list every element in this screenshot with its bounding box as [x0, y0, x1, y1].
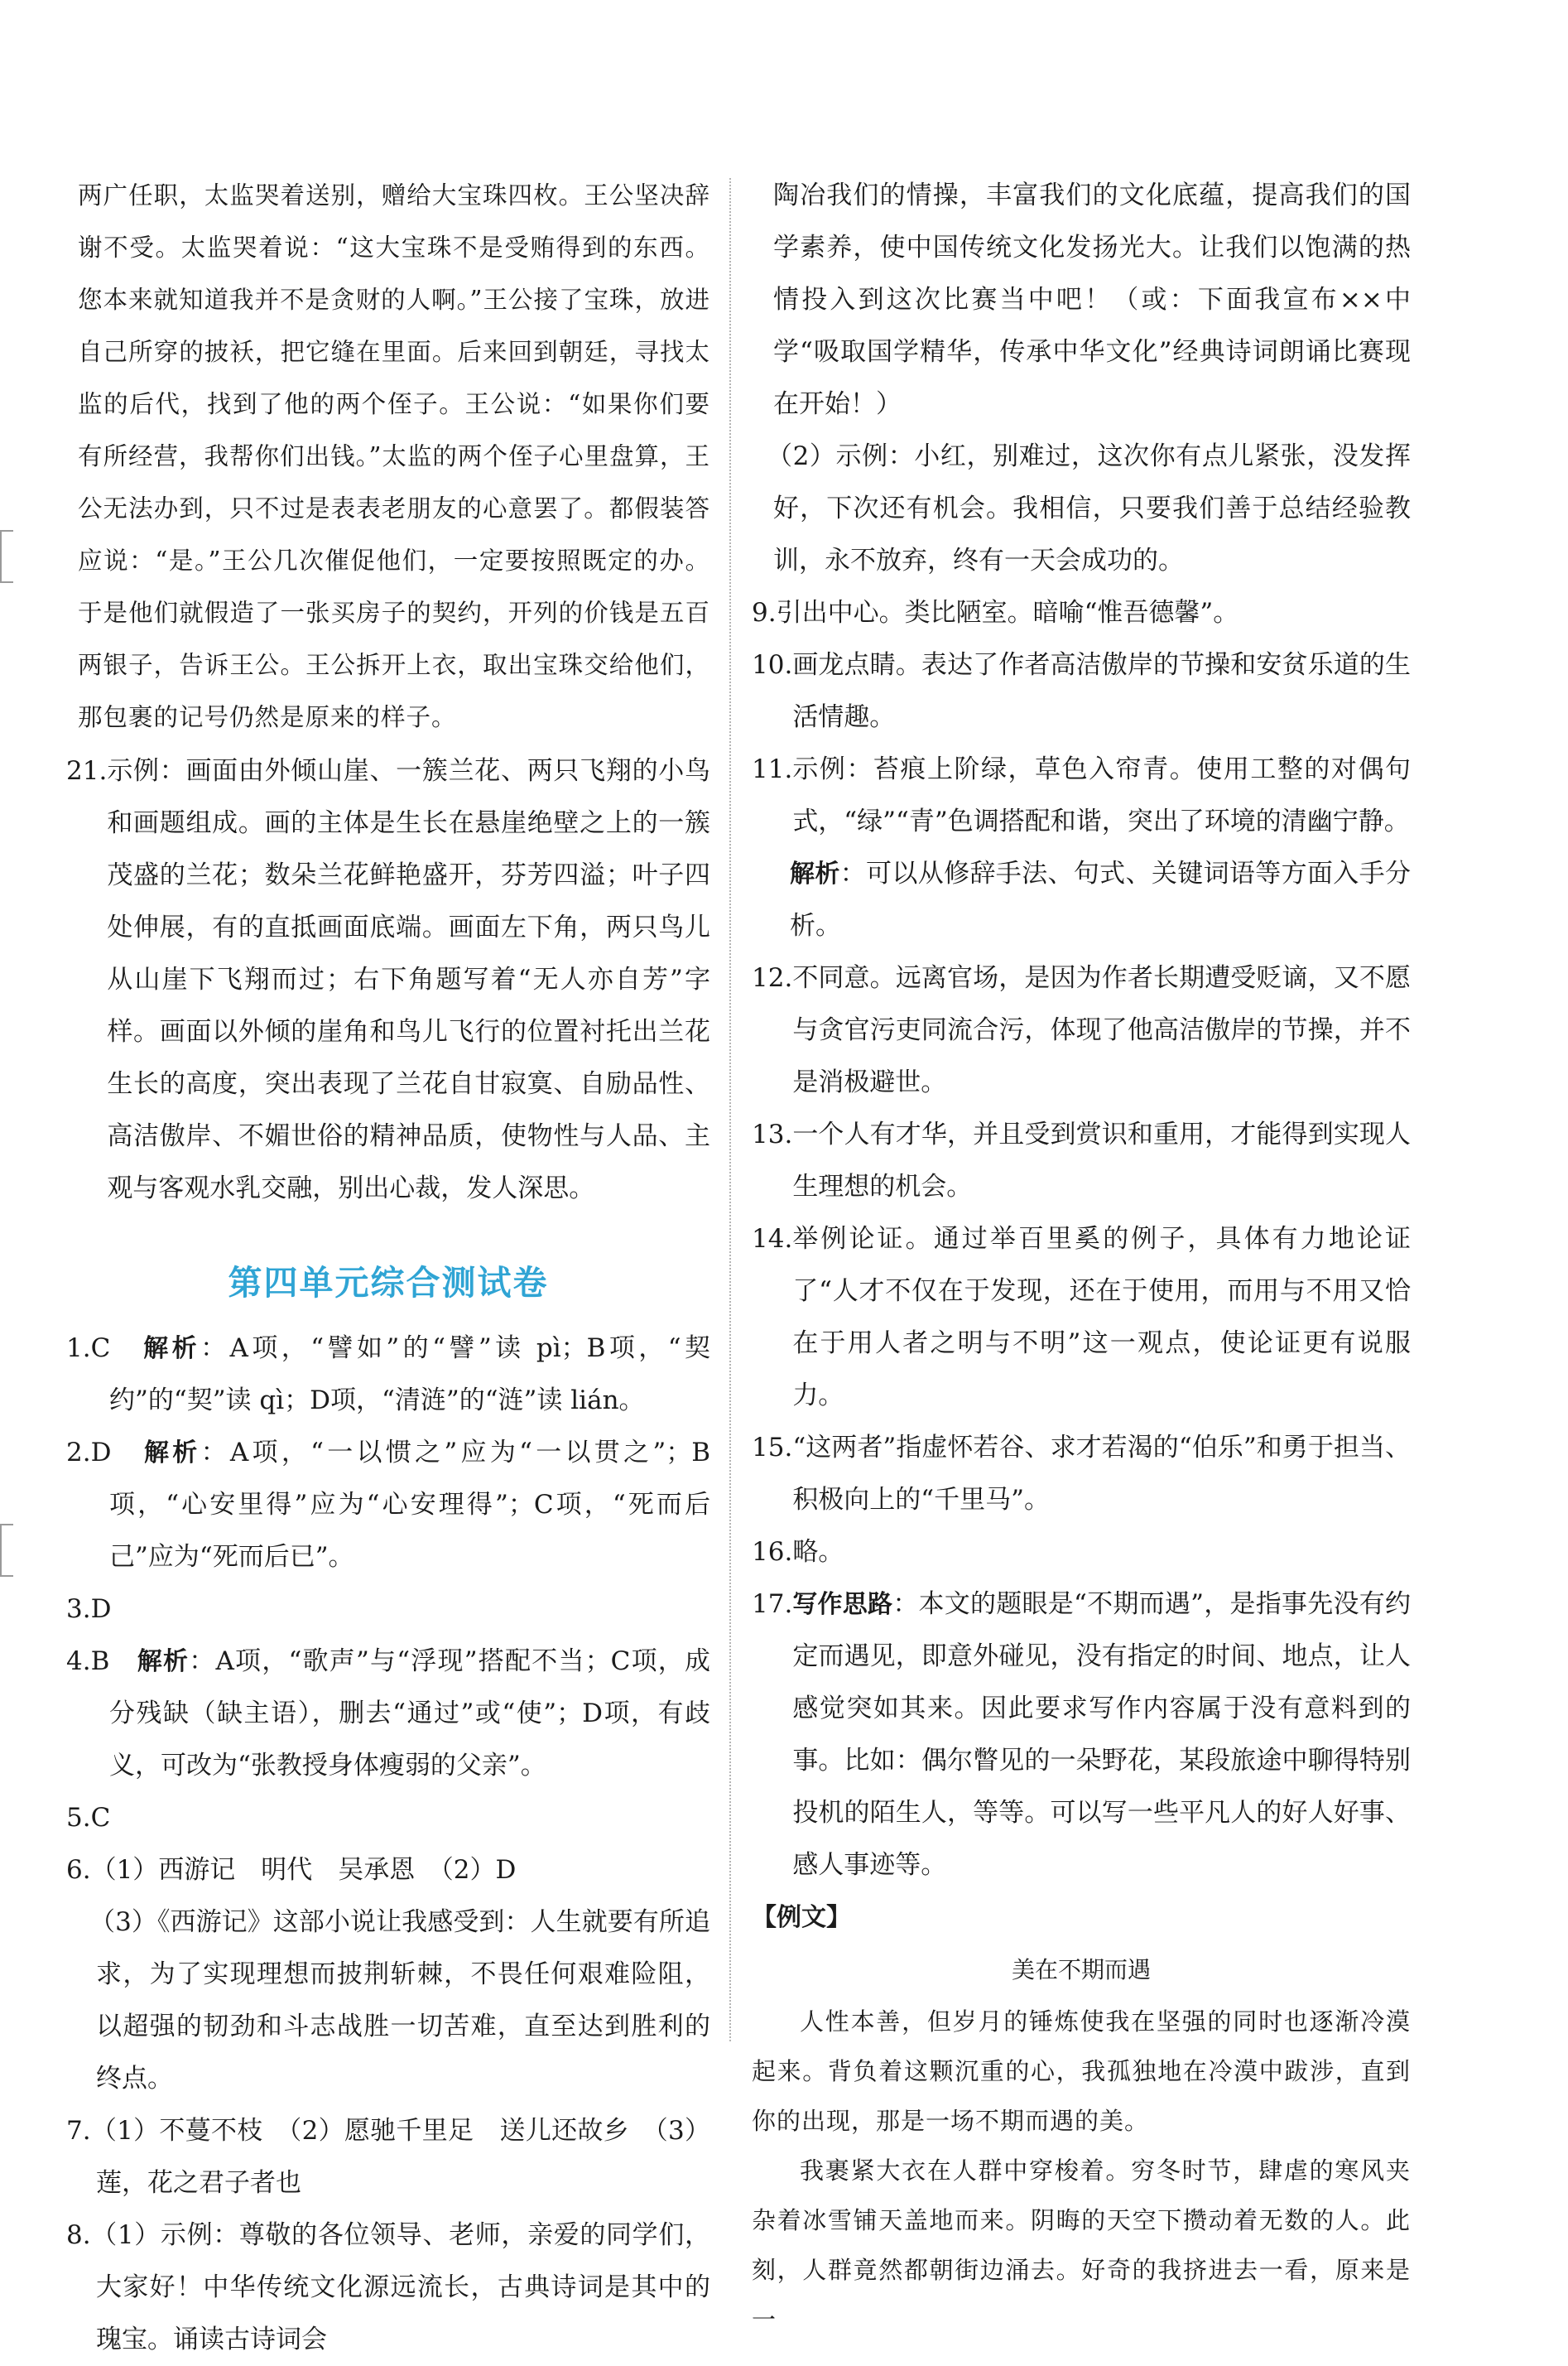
- answer-number: 4.B: [66, 1646, 110, 1676]
- answer-12: [752, 952, 1411, 1109]
- answer-number: 11.: [752, 754, 793, 784]
- answer-6: 6.（1）西游记 明代 吴承恩 （2）D: [66, 1855, 517, 1885]
- answer-number: 5.C: [66, 1803, 111, 1833]
- right-column: [752, 170, 1411, 2344]
- answer-text: 示例：画面由外倾山崖、一簇兰花、两只飞翔的小鸟和画题组成。画的主体是生长在悬崖绝壁之上的一簇茂盛的兰花；数朵兰花鲜艳盛开，芬芳四溢；叶子四处伸展，有的直抵画面底端。画面左下角，两只鸟儿从山崖下飞翔而过；右下角题写着“无人亦自芳”字样。画面以外倾的崖角和鸟儿飞行的位置衬托出兰花生长的高度，突出表现了兰花自甘寂寞、自励品性、高洁傲岸、不媚世俗的精神品质，使物性与人品、主观与客观水乳交融，别出心裁，发人深思。: [107, 756, 710, 1203]
- answer-number: 3.D: [66, 1594, 112, 1624]
- answer-9: [752, 587, 1411, 639]
- essay-paragraph: 我裹紧大衣在人群中穿梭着。穷冬时节，肆虐的寒风夹杂着冰雪铺天盖地而来。阴晦的天空下攒动着无数的人。此刻，人群竟然都朝街边涌去。好奇的我挤进去一看，原来是一: [752, 2156, 1411, 2334]
- answer-text: 不同意。远离官场，是因为作者长期遭受贬谪，又不愿与贪官污吏同流合污，体现了他高洁傲岸的节操，并不是消极避世。: [792, 963, 1411, 1097]
- answer-15: [752, 1422, 1411, 1526]
- margin-bracket: [0, 530, 13, 583]
- answer-11: [752, 744, 1411, 848]
- answer-text: 略。: [792, 1537, 844, 1567]
- answer-5: [66, 1792, 710, 1844]
- answer-number: 17.: [752, 1589, 793, 1619]
- answer-number: 12.: [752, 963, 793, 993]
- answer-4: [66, 1636, 710, 1792]
- left-column: [66, 170, 710, 2366]
- answer-number: 10.: [752, 650, 793, 680]
- analysis-text: ：A项，“歌声”与“浮现”搭配不当；C项，成分残缺（缺主语），删去“通过”或“使”；D项，有歧义，可改为“张教授身体瘦弱的父亲”。: [109, 1646, 711, 1781]
- answer-8-continued: 陶冶我们的情操，丰富我们的文化底蕴，提高我们的国学素养，使中国传统文化发扬光大。让我们以饱满的热情投入到这次比赛当中吧！（或：下面我宣布××中学“吸取国学精华，传承中华文化”经典诗词朗诵比赛现在开始！）: [773, 181, 1411, 419]
- answer-16: [752, 1526, 1411, 1578]
- margin-bracket: [0, 1524, 13, 1577]
- answer-text: [66, 1427, 710, 1583]
- answer-text: [66, 1636, 710, 1792]
- analysis-label: 解析: [144, 1438, 201, 1467]
- answer-text: [66, 1323, 710, 1427]
- essay-paragraph: 人性本善，但岁月的锤炼使我在坚强的同时也逐渐冷漠起来。背负着这颗沉重的心，我孤独地在冷漠中跋涉，直到你的出现，那是一场不期而遇的美。: [752, 2007, 1411, 2135]
- answer-2: [66, 1427, 710, 1583]
- answer-8-part2: （2）示例：小红，别难过，这次你有点儿紧张，没发挥好，下次还有机会。我相信，只要我们善于总结经验教训，永不放弃，终有一天会成功的。: [767, 441, 1411, 576]
- answer-text: “这两者”指虚怀若谷、求才若渴的“伯乐”和勇于担当、积极向上的“千里马”。: [792, 1433, 1411, 1515]
- answer-text: 画龙点睛。表达了作者高洁傲岸的节操和安贫乐道的生活情趣。: [792, 650, 1411, 732]
- answer-number: 2.D: [66, 1438, 112, 1467]
- answer-6-part3: （3）《西游记》这部小说让我感受到：人生就要有所追求，为了实现理想而披荆斩棘，不畏任何艰难险阻，以超强的韧劲和斗志战胜一切苦难，直至达到胜利的终点。: [89, 1907, 710, 2094]
- answer-10: [752, 639, 1411, 744]
- answer-text: 举例论证。通过举百里奚的例子，具体有力地论证了“人才不仅在于发现，还在于使用，而用与不用又恰在于用人者之明与不明”这一观点，使论证更有说服力。: [792, 1224, 1411, 1410]
- story-translation: 两广任职，太监哭着送别，赠给大宝珠四枚。王公坚决辞谢不受。太监哭着说：“这大宝珠不是受贿得到的东西。您本来就知道我并不是贪财的人啊。”王公接了宝珠，放进自己所穿的披袄，把它缝在里面。后来回到朝廷，寻找太监的后代，找到了他的两个侄子。王公说：“如果你们要有所经营，我帮你们出钱。”太监的两个侄子心里盘算，王公无法办到，只不过是表表老朋友的心意罢了。都假装答应说：“是。”王公几次催促他们，一定要按照既定的办。于是他们就假造了一张买房子的契约，开列的价钱是五百两银子，告诉王公。王公拆开上衣，取出宝珠交给他们，那包裹的记号仍然是原来的样子。: [78, 181, 710, 731]
- writing-idea-label: 写作思路: [792, 1590, 893, 1619]
- analysis-label: 解析: [143, 1334, 201, 1363]
- answer-number: 9.: [752, 598, 777, 628]
- answer-text: 一个人有才华，并且受到赏识和重用，才能得到实现人生理想的机会。: [792, 1120, 1411, 1202]
- example-essay-title: 美在不期而遇: [1011, 1956, 1151, 1983]
- answer-8: 8.（1）示例：尊敬的各位领导、老师，亲爱的同学们，大家好！中华传统文化源远流长，古典诗词是其中的瑰宝。诵读古诗词会: [66, 2220, 710, 2354]
- answer-14: [752, 1213, 1411, 1422]
- answer-21: [66, 745, 710, 1215]
- answer-11-analysis: [752, 848, 1411, 952]
- analysis-label: 解析: [137, 1647, 190, 1676]
- answer-number: 21.: [66, 756, 108, 786]
- answer-text: 引出中心。类比陋室。暗喻“惟吾德馨”。: [776, 598, 1239, 628]
- analysis-label: 解析: [790, 860, 840, 889]
- answer-number: 1.C: [66, 1333, 111, 1363]
- answer-1: [66, 1323, 710, 1427]
- answer-7: 7.（1）不蔓不枝 （2）愿驰千里足 送儿还故乡 （3）莲，花之君子者也: [66, 2116, 710, 2198]
- answer-13: [752, 1109, 1411, 1213]
- section-title: 第四单元综合测试卷: [228, 1263, 549, 1303]
- answer-3: [66, 1583, 710, 1636]
- analysis-text: ：A项，“一以惯之”应为“一以贯之”；B项，“心安里得”应为“心安理得”；C项，“死而后己”应为“死而后已”。: [109, 1438, 711, 1572]
- analysis-text: ：A项，“譬如”的“譬”读 pì；B项，“契约”的“契”读 qì；D项，“清涟”的“涟”读 lián。: [109, 1333, 711, 1415]
- writing-idea-text: ：本文的题眼是“不期而遇”，是指事先没有约定而遇见，即意外碰见，没有指定的时间、地点，让人感觉突如其来。因此要求写作内容属于没有意料到的事。比如：偶尔瞥见的一朵野花，某段旅途中聊得特别投机的陌生人，等等。可以写一些平凡人的好人好事、感人事迹等。: [792, 1589, 1411, 1880]
- answer-number: 15.: [752, 1433, 793, 1462]
- answer-17: [752, 1578, 1411, 1891]
- example-essay-tag: 【例文】: [752, 1903, 851, 1932]
- answer-number: 13.: [752, 1120, 793, 1149]
- answer-number: 16.: [752, 1537, 793, 1567]
- answer-text: 示例：苔痕上阶绿，草色入帘青。使用工整的对偶句式，“绿”“青”色调搭配和谐，突出了环境的清幽宁静。: [792, 754, 1411, 836]
- analysis-text: ：可以从修辞手法、句式、关键词语等方面入手分析。: [790, 859, 1412, 941]
- answer-number: 14.: [752, 1224, 793, 1254]
- column-divider: [729, 178, 731, 2041]
- answer-text: [792, 1578, 1411, 1891]
